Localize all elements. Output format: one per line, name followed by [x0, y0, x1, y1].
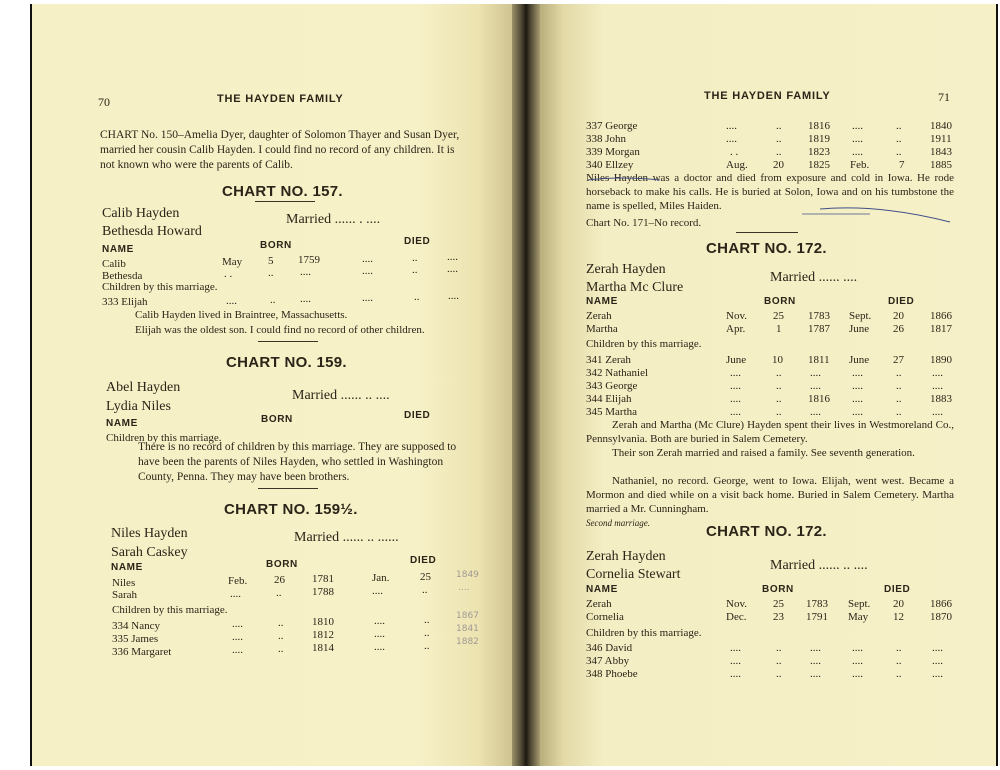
- wife-name: Bethesda Howard: [102, 224, 202, 239]
- died-month: ....: [852, 655, 863, 667]
- died-month: Feb.: [850, 159, 870, 171]
- married-line: Married ...... .. ......: [294, 530, 399, 545]
- husband-name: Abel Hayden: [106, 380, 181, 395]
- died-year: ....: [932, 668, 943, 680]
- died-year: 1870: [930, 611, 952, 623]
- born-day: ..: [776, 133, 782, 145]
- wife-name: Cornelia Stewart: [586, 567, 681, 582]
- chart-title: CHART NO. 159.: [226, 354, 347, 371]
- born-month: ....: [730, 367, 741, 379]
- row-name: 342 Nathaniel: [586, 367, 649, 379]
- born-year: 1816: [808, 120, 830, 132]
- row-name: 337 George: [586, 120, 638, 132]
- husband-name: Calib Hayden: [102, 206, 180, 221]
- died-year: ....: [932, 642, 943, 654]
- died-year: 1885: [930, 159, 952, 171]
- name-header: NAME: [586, 584, 618, 595]
- born-year: ....: [810, 380, 821, 392]
- born-day: 26: [274, 574, 285, 586]
- born-month: ....: [730, 406, 741, 418]
- died-month: ....: [852, 367, 863, 379]
- died-month: Sept.: [849, 310, 872, 322]
- born-header: BORN: [762, 584, 794, 595]
- row-name: 341 Zerah: [586, 354, 631, 366]
- born-month: May: [222, 256, 243, 268]
- born-day: 20: [773, 159, 784, 171]
- born-year: 1816: [808, 393, 830, 405]
- born-day: ..: [776, 668, 782, 680]
- born-day: 10: [772, 354, 783, 366]
- died-year: 1843: [930, 146, 952, 158]
- chart-150-intro: CHART No. 150–Amelia Dyer, daughter of Solomon Thayer and Susan Dyer, married her cousin Calib Hayden. I could find no record of any children. It is not known who were the parents of Calib.: [100, 129, 460, 171]
- born-day: ..: [268, 267, 274, 279]
- wife-name: Martha Mc Clure: [586, 280, 684, 295]
- row-name: 343 George: [586, 380, 638, 392]
- born-header: BORN: [764, 296, 796, 307]
- born-day: ..: [776, 655, 782, 667]
- born-month: ....: [730, 668, 741, 680]
- row-name: 346 David: [586, 642, 633, 654]
- born-year: 1783: [806, 598, 828, 610]
- died-day: ..: [422, 584, 428, 596]
- running-header: THE HAYDEN FAMILY: [217, 93, 344, 105]
- born-month: June: [726, 354, 747, 366]
- born-year: 1814: [312, 642, 334, 654]
- died-month: ....: [362, 265, 373, 277]
- born-year: ....: [300, 293, 311, 305]
- born-month: . .: [224, 268, 233, 280]
- born-year: 1781: [312, 573, 334, 585]
- right-page: [540, 4, 996, 766]
- died-year: 1911: [930, 133, 952, 145]
- born-year: ....: [810, 406, 821, 418]
- born-month: ....: [726, 133, 737, 145]
- died-year: ....: [932, 406, 943, 418]
- pencil-annotation: 1882: [456, 637, 479, 647]
- divider: [736, 232, 798, 233]
- died-month: May: [848, 611, 869, 623]
- died-day: ..: [424, 640, 430, 652]
- divider: [255, 201, 315, 202]
- married-line: Married ...... . ....: [286, 212, 381, 227]
- died-year: ....: [448, 290, 459, 302]
- died-day: ..: [896, 380, 902, 392]
- married-line: Married ...... ....: [770, 270, 858, 285]
- died-day: ..: [424, 627, 430, 639]
- born-year: ....: [810, 642, 821, 654]
- died-day: 12: [893, 611, 904, 623]
- children-label: Children by this marriage.: [586, 627, 702, 639]
- note-text: Their son Zerah married and raised a family. See seventh generation.: [612, 447, 915, 459]
- pencil-annotation: ....: [458, 583, 470, 593]
- chart-title: CHART NO. 159½.: [224, 501, 358, 518]
- died-year: ....: [932, 380, 943, 392]
- niles-hayden-note: Niles Hayden was a doctor and died from exposure and cold in Iowa. He rode horseback to make his calls. He is buried at Solon, Iowa and on his tumbstone the name is spelled, Miles Haiden.: [586, 172, 954, 212]
- died-header: DIED: [404, 410, 431, 421]
- born-day: ..: [278, 617, 284, 629]
- died-month: ....: [372, 585, 383, 597]
- died-day: 20: [893, 310, 904, 322]
- left-page: [32, 4, 512, 766]
- born-day: ..: [776, 642, 782, 654]
- born-month: Nov.: [726, 598, 747, 610]
- born-month: Feb.: [228, 575, 248, 587]
- row-name: 344 Elijah: [586, 393, 632, 405]
- died-month: Sept.: [848, 598, 871, 610]
- died-month: Jan.: [372, 572, 390, 584]
- born-day: ..: [776, 120, 782, 132]
- died-month: ....: [362, 292, 373, 304]
- died-header: DIED: [884, 584, 911, 595]
- pencil-annotation: 1841: [456, 624, 479, 634]
- died-year: 1840: [930, 120, 952, 132]
- book-spread: [30, 4, 998, 766]
- born-year: ....: [300, 266, 311, 278]
- note-text: There is no record of children by this marriage. They are supposed to have been the parents of Niles Hayden, who settled in Washington County, Penna. They may have been brothers.: [138, 441, 457, 483]
- row-name: Bethesda: [102, 270, 143, 282]
- born-month: ....: [730, 380, 741, 392]
- died-month: ....: [362, 253, 373, 265]
- row-name: 335 James: [112, 633, 159, 645]
- born-month: . .: [730, 146, 739, 158]
- born-day: ..: [776, 146, 782, 158]
- born-day: ..: [278, 630, 284, 642]
- died-day: ..: [414, 291, 420, 303]
- died-day: ..: [412, 252, 418, 264]
- born-month: ....: [232, 618, 243, 630]
- died-day: 25: [420, 571, 431, 583]
- born-year: 1825: [808, 159, 830, 171]
- born-month: ....: [232, 644, 243, 656]
- died-day: ..: [424, 614, 430, 626]
- born-day: 23: [773, 611, 784, 623]
- died-day: ..: [896, 642, 902, 654]
- born-day: ..: [276, 587, 282, 599]
- chart-171-note: Chart No. 171–No record.: [586, 217, 702, 229]
- born-month: ....: [730, 642, 741, 654]
- children-label: Children by this marriage.: [106, 432, 222, 444]
- died-month: ....: [852, 380, 863, 392]
- row-name: Zerah: [586, 598, 612, 610]
- died-day: 20: [893, 598, 904, 610]
- pencil-annotation: 1849: [456, 570, 479, 580]
- died-month: ....: [852, 393, 863, 405]
- born-month: Apr.: [726, 323, 746, 335]
- died-year: 1883: [930, 393, 952, 405]
- died-year: ....: [932, 367, 943, 379]
- died-day: ..: [896, 393, 902, 405]
- wife-name: Sarah Caskey: [111, 545, 188, 560]
- born-year: 1811: [808, 354, 830, 366]
- born-day: ..: [776, 406, 782, 418]
- died-day: ..: [896, 133, 902, 145]
- died-day: ..: [896, 406, 902, 418]
- died-day: ..: [896, 120, 902, 132]
- died-month: ....: [374, 628, 385, 640]
- born-header: BORN: [266, 559, 298, 570]
- page-number: 70: [98, 95, 110, 109]
- row-name: Cornelia: [586, 611, 624, 623]
- died-year: ....: [932, 655, 943, 667]
- born-month: ....: [232, 631, 243, 643]
- died-month: June: [849, 323, 870, 335]
- name-header: NAME: [111, 562, 143, 573]
- husband-name: Zerah Hayden: [586, 549, 666, 564]
- book-gutter: [512, 4, 540, 766]
- died-day: 27: [893, 354, 904, 366]
- died-day: 26: [893, 323, 904, 335]
- died-month: June: [849, 354, 870, 366]
- born-month: ....: [730, 655, 741, 667]
- born-year: 1788: [312, 586, 334, 598]
- born-header: BORN: [260, 240, 292, 251]
- row-name: 348 Phoebe: [586, 668, 638, 680]
- died-year: 1817: [930, 323, 952, 335]
- died-month: ....: [852, 406, 863, 418]
- born-month: ....: [730, 393, 741, 405]
- name-header: NAME: [106, 418, 138, 429]
- name-header: NAME: [102, 244, 134, 255]
- died-month: ....: [852, 120, 863, 132]
- born-day: ..: [776, 367, 782, 379]
- died-day: ..: [896, 655, 902, 667]
- born-header: BORN: [261, 414, 293, 425]
- born-month: Nov.: [726, 310, 747, 322]
- born-year: 1759: [298, 254, 320, 266]
- children-label: Children by this marriage.: [586, 338, 702, 350]
- born-month: ....: [230, 588, 241, 600]
- died-month: ....: [852, 146, 863, 158]
- row-name: 333 Elijah: [102, 296, 148, 308]
- born-month: ....: [726, 120, 737, 132]
- died-header: DIED: [888, 296, 915, 307]
- row-name: 347 Abby: [586, 655, 630, 667]
- wife-name: Lydia Niles: [106, 399, 171, 414]
- running-header: THE HAYDEN FAMILY: [704, 90, 831, 102]
- born-day: ..: [776, 393, 782, 405]
- died-day: ..: [896, 146, 902, 158]
- row-name: 345 Martha: [586, 406, 638, 418]
- pencil-annotation: 1867: [456, 611, 479, 621]
- row-name: Sarah: [112, 589, 138, 601]
- second-marriage-label: Second marriage.: [586, 518, 650, 528]
- born-day: 25: [773, 310, 784, 322]
- born-day: ..: [776, 380, 782, 392]
- chart-title: CHART NO. 157.: [222, 183, 343, 200]
- born-day: ..: [278, 643, 284, 655]
- born-year: 1791: [806, 611, 828, 623]
- note-text: Calib Hayden lived in Braintree, Massachusetts.: [135, 309, 348, 321]
- died-day: ..: [412, 264, 418, 276]
- divider: [258, 488, 318, 489]
- born-year: ....: [810, 668, 821, 680]
- born-month: ....: [226, 295, 237, 307]
- died-month: ....: [852, 642, 863, 654]
- born-day: 25: [773, 598, 784, 610]
- born-year: 1783: [808, 310, 830, 322]
- died-month: ....: [852, 668, 863, 680]
- died-year: ....: [447, 263, 458, 275]
- died-year: 1890: [930, 354, 952, 366]
- born-day: 1: [776, 323, 782, 335]
- note-text: Nathaniel, no record. George, went to Iowa. Elijah, went west. Became a Mormon and died while on a visit back home. Buried in Salem Cemetery. Martha married a Mr. Cunningham.: [586, 475, 954, 515]
- died-header: DIED: [410, 555, 437, 566]
- row-name: Niles: [112, 577, 136, 589]
- died-header: DIED: [404, 236, 431, 247]
- row-name: Zerah: [586, 310, 612, 322]
- row-name: 334 Nancy: [112, 620, 160, 632]
- row-name: Martha: [586, 323, 618, 335]
- died-month: ....: [374, 615, 385, 627]
- died-year: ....: [447, 251, 458, 263]
- children-label: Children by this marriage.: [102, 281, 218, 293]
- born-year: 1810: [312, 616, 334, 628]
- died-day: ..: [896, 668, 902, 680]
- born-year: ....: [810, 367, 821, 379]
- row-name: 338 John: [586, 133, 627, 145]
- born-year: 1812: [312, 629, 334, 641]
- chart-title: CHART NO. 172.: [706, 523, 827, 540]
- born-month: Dec.: [726, 611, 747, 623]
- row-name: Calib: [102, 258, 126, 270]
- row-name: 336 Margaret: [112, 646, 172, 658]
- husband-name: Zerah Hayden: [586, 262, 666, 277]
- born-year: 1787: [808, 323, 830, 335]
- died-day: ..: [896, 367, 902, 379]
- husband-name: Niles Hayden: [111, 526, 188, 541]
- born-year: ....: [810, 655, 821, 667]
- children-label: Children by this marriage.: [112, 604, 228, 616]
- died-day: 7: [899, 159, 905, 171]
- divider: [258, 341, 318, 342]
- name-header: NAME: [586, 296, 618, 307]
- born-month: Aug.: [726, 159, 748, 171]
- died-year: 1866: [930, 310, 952, 322]
- row-name: 340 Ellzey: [586, 159, 634, 171]
- page-number: 71: [938, 90, 950, 104]
- born-year: 1819: [808, 133, 830, 145]
- born-day: ..: [270, 294, 276, 306]
- died-year: 1866: [930, 598, 952, 610]
- note-text: Zerah and Martha (Mc Clure) Hayden spent their lives in Westmoreland Co., Pennsylvania. Both are buried in Salem Cemetery.: [586, 419, 954, 445]
- married-line: Married ...... .. ....: [292, 388, 390, 403]
- born-day: 5: [268, 255, 274, 267]
- married-line: Married ...... .. ....: [770, 558, 868, 573]
- chart-title: CHART NO. 172.: [706, 240, 827, 257]
- born-year: 1823: [808, 146, 830, 158]
- died-month: ....: [852, 133, 863, 145]
- row-name: 339 Morgan: [586, 146, 640, 158]
- died-month: ....: [374, 641, 385, 653]
- note-text: Elijah was the oldest son. I could find no record of other children.: [135, 324, 425, 336]
